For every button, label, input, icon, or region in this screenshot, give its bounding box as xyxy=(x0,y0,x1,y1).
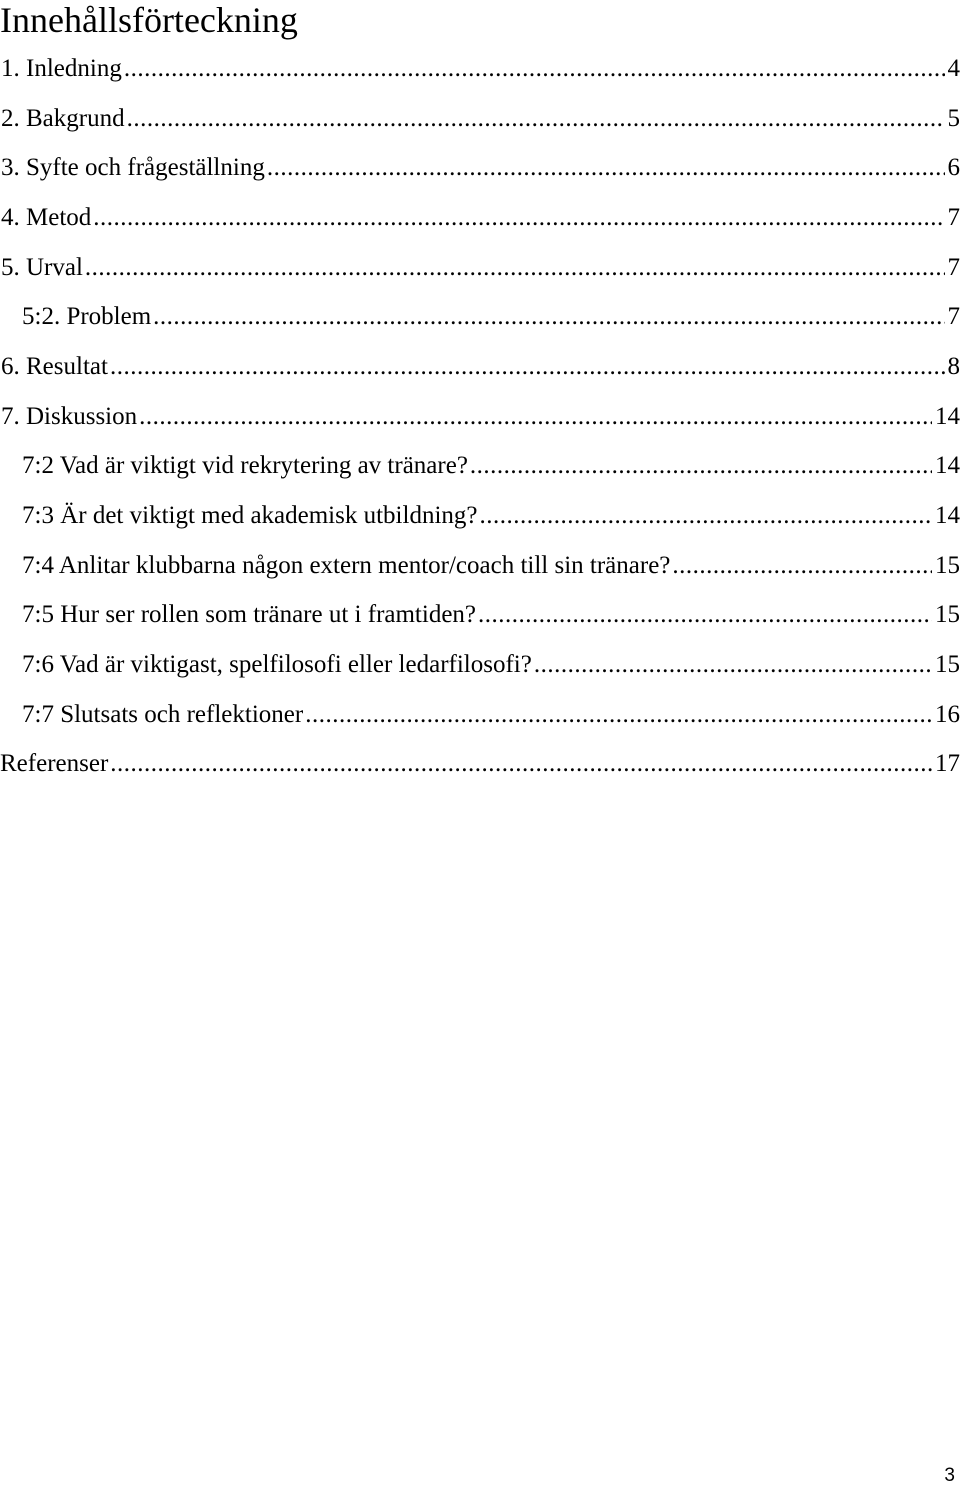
toc-entry-akademisk-utbildning[interactable] xyxy=(0,491,960,541)
toc-entry-label: 4. Metod xyxy=(1,203,92,231)
toc-entry-label: 7:5 Hur ser rollen som tränare ut i framtiden? xyxy=(22,601,477,629)
toc-heading: Innehållsförteckning xyxy=(0,0,298,40)
toc-entry-page: 17 xyxy=(935,750,960,778)
toc-leader-dots xyxy=(153,302,944,332)
toc-entry-page: 15 xyxy=(935,551,960,579)
toc-entry-resultat[interactable] xyxy=(0,342,960,392)
toc-entry-page: 15 xyxy=(935,601,960,629)
toc-leader-dots xyxy=(139,402,932,432)
toc-entry-syfte[interactable] xyxy=(0,143,960,193)
toc-entry-page: 15 xyxy=(935,651,960,679)
toc-entry-label: 7:4 Anlitar klubbarna någon extern mentor/coach till sin tränare? xyxy=(22,551,671,579)
toc-entry-page: 6 xyxy=(947,154,960,182)
toc-entry-spelfilosofi[interactable] xyxy=(0,640,960,690)
toc-entry-label: 5. Urval xyxy=(1,253,83,281)
toc-entry-page: 14 xyxy=(935,502,960,530)
toc-entry-diskussion[interactable] xyxy=(0,392,960,442)
toc-leader-dots xyxy=(110,352,945,382)
toc-entry-page: 4 xyxy=(947,54,960,82)
toc-entry-bakgrund[interactable] xyxy=(0,94,960,144)
toc-entry-rekrytering[interactable] xyxy=(0,442,960,492)
toc-leader-dots xyxy=(124,54,945,84)
toc-leader-dots xyxy=(110,749,932,779)
toc-entry-label: 7:6 Vad är viktigast, spelfilosofi eller ledarfilosofi? xyxy=(22,651,532,679)
toc-entry-label: Referenser xyxy=(0,750,109,778)
toc-entry-problem[interactable] xyxy=(0,292,960,342)
toc-entry-extern-mentor[interactable] xyxy=(0,541,960,591)
toc-entry-page: 7 xyxy=(947,203,960,231)
toc-entry-label: 7:7 Slutsats och reflektioner xyxy=(22,700,304,728)
toc-entry-referenser[interactable] xyxy=(0,740,960,790)
toc-entry-page: 7 xyxy=(947,253,960,281)
toc-entry-slutsats[interactable] xyxy=(0,690,960,740)
toc-entry-label: 5:2. Problem xyxy=(22,303,152,331)
toc-leader-dots xyxy=(305,700,932,730)
toc-leader-dots xyxy=(534,650,932,680)
toc-entry-page: 16 xyxy=(935,700,960,728)
toc-leader-dots xyxy=(127,104,945,134)
toc-entry-label: 7:2 Vad är viktigt vid rekrytering av tränare? xyxy=(22,452,468,480)
toc-entry-label: 7:3 Är det viktigt med akademisk utbildning? xyxy=(22,502,478,530)
toc-entry-page: 7 xyxy=(947,303,960,331)
page-number: 3 xyxy=(944,1465,955,1486)
toc-list xyxy=(0,44,960,789)
toc-entry-page: 14 xyxy=(935,452,960,480)
toc-entry-inledning[interactable] xyxy=(0,44,960,94)
toc-entry-tranarrollen-framtiden[interactable] xyxy=(0,591,960,641)
toc-entry-label: 3. Syfte och frågeställning xyxy=(1,154,265,182)
toc-entry-urval[interactable] xyxy=(0,243,960,293)
toc-leader-dots xyxy=(85,253,945,283)
toc-entry-page: 14 xyxy=(935,402,960,430)
toc-entry-label: 6. Resultat xyxy=(1,352,108,380)
toc-entry-page: 8 xyxy=(947,352,960,380)
toc-leader-dots xyxy=(672,551,932,581)
toc-entry-page: 5 xyxy=(947,104,960,132)
toc-leader-dots xyxy=(479,501,932,531)
toc-leader-dots xyxy=(478,600,932,630)
toc-entry-metod[interactable] xyxy=(0,193,960,243)
toc-leader-dots xyxy=(470,451,932,481)
toc-entry-label: 1. Inledning xyxy=(1,54,122,82)
toc-entry-label: 2. Bakgrund xyxy=(1,104,125,132)
toc-leader-dots xyxy=(93,203,944,233)
toc-leader-dots xyxy=(267,153,945,183)
toc-entry-label: 7. Diskussion xyxy=(1,402,138,430)
